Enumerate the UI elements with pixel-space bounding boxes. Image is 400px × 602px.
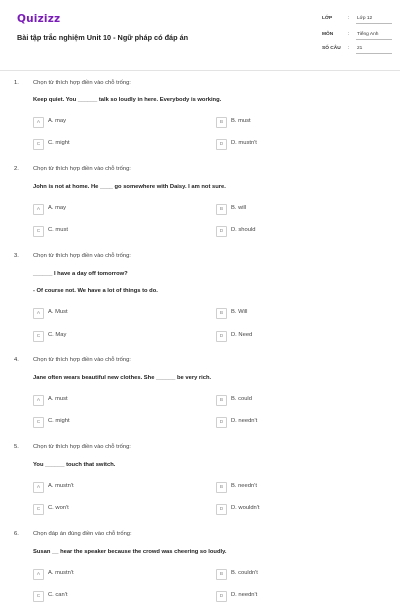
question-prompt: Chọn đáp án đúng điền vào chỗ trống: (33, 531, 132, 537)
option-text: D. needn't (231, 418, 258, 424)
question-text: - Of course not. We have a lot of things to do. (33, 288, 158, 294)
option-text: A. may (48, 118, 67, 124)
option-text: B. Will (231, 309, 248, 315)
option-letter-box: C (33, 417, 44, 428)
option-letter-box: C (33, 331, 44, 342)
quizizz-logo: Quizizz (17, 13, 61, 25)
question-text: Susan __ hear the speaker because the crowd was cheering so loudly. (33, 549, 227, 555)
option-letter-box: C (33, 139, 44, 150)
option-text: A. mustn't (48, 483, 74, 489)
question-prompt: Chọn từ thích hợp điền vào chỗ trống: (33, 357, 131, 363)
meta-count-underline (356, 53, 392, 54)
meta-subject-colon: : (348, 32, 350, 37)
option-letter-box: A (33, 569, 44, 580)
option-text: B. could (231, 396, 252, 402)
meta-class-value: Lớp 12 (357, 16, 373, 21)
meta-subject (322, 32, 392, 37)
option-letter-box: A (33, 395, 44, 406)
option-letter-box: D (216, 591, 227, 602)
option-text: B. couldn't (231, 570, 258, 576)
option-letter-box: C (33, 591, 44, 602)
question-number: 4. (14, 357, 19, 363)
option-letter-box: C (33, 226, 44, 237)
question-text: Keep quiet. You ______ talk so loudly in here. Everybody is working. (33, 97, 222, 103)
option-text: C. might (48, 140, 70, 146)
option-text: C. won't (48, 505, 69, 511)
option-letter-box: D (216, 139, 227, 150)
question-number: 3. (14, 253, 19, 259)
question-number: 1. (14, 80, 19, 86)
meta-class-underline (356, 23, 392, 24)
option-text: B. needn't (231, 483, 257, 489)
option-text: D. mustn't (231, 140, 257, 146)
option-text: C. might (48, 418, 70, 424)
option-text: B. will (231, 205, 247, 211)
option-letter-box: B (216, 395, 227, 406)
option-letter-box: D (216, 504, 227, 515)
meta-class-label: LỚP (322, 16, 333, 21)
question-number: 5. (14, 444, 19, 450)
option-text: D. wouldn't (231, 505, 260, 511)
option-letter-box: B (216, 569, 227, 580)
question-number: 6. (14, 531, 19, 537)
option-text: D. should (231, 227, 256, 233)
option-letter-box: D (216, 417, 227, 428)
option-text: B. must (231, 118, 251, 124)
question-prompt: Chọn từ thích hợp điền vào chỗ trống: (33, 80, 131, 86)
question-prompt: Chọn từ thích hợp điền vào chỗ trống: (33, 253, 131, 259)
question-prompt: Chọn từ thích hợp điền vào chỗ trống: (33, 166, 131, 172)
meta-count-colon: : (348, 46, 350, 51)
option-text: A. Must (48, 309, 68, 315)
option-text: A. mustn't (48, 570, 74, 576)
meta-count (322, 46, 392, 51)
question-text: ______ I have a day off tomorrow? (33, 271, 128, 277)
meta-subject-underline (356, 39, 392, 40)
header-divider (0, 70, 400, 71)
option-text: C. May (48, 332, 67, 338)
question-number: 2. (14, 166, 19, 172)
option-letter-box: A (33, 308, 44, 319)
option-letter-box: D (216, 226, 227, 237)
page-title: Bài tập trắc nghiệm Unit 10 - Ngữ pháp có đáp án (17, 33, 189, 42)
option-text: C. must (48, 227, 68, 233)
question-text: Jane often wears beautiful new clothes. She ______ be very rich. (33, 375, 212, 381)
meta-count-label: SỐ CÂU (322, 46, 341, 51)
option-text: A. must (48, 396, 68, 402)
option-text: D. Need (231, 332, 253, 338)
option-letter-box: A (33, 117, 44, 128)
question-text: John is not at home. He ____ go somewhere with Daisy. I am not sure. (33, 184, 226, 190)
question-text: You ______ touch that switch. (33, 462, 116, 468)
option-letter-box: C (33, 504, 44, 515)
meta-class (322, 16, 392, 21)
option-letter-box: B (216, 482, 227, 493)
option-text: D. needn't (231, 592, 258, 598)
option-text: A. may (48, 205, 67, 211)
question-prompt: Chọn từ thích hợp điền vào chỗ trống: (33, 444, 131, 450)
option-letter-box: A (33, 482, 44, 493)
option-letter-box: A (33, 204, 44, 215)
option-text: C. can't (48, 592, 68, 598)
option-letter-box: D (216, 331, 227, 342)
option-letter-box: B (216, 204, 227, 215)
meta-subject-value: Tiếng Anh (357, 32, 379, 37)
meta-class-colon: : (348, 16, 350, 21)
option-letter-box: B (216, 117, 227, 128)
option-letter-box: B (216, 308, 227, 319)
meta-count-value: 21 (357, 46, 363, 51)
meta-subject-label: MÔN (322, 32, 334, 37)
